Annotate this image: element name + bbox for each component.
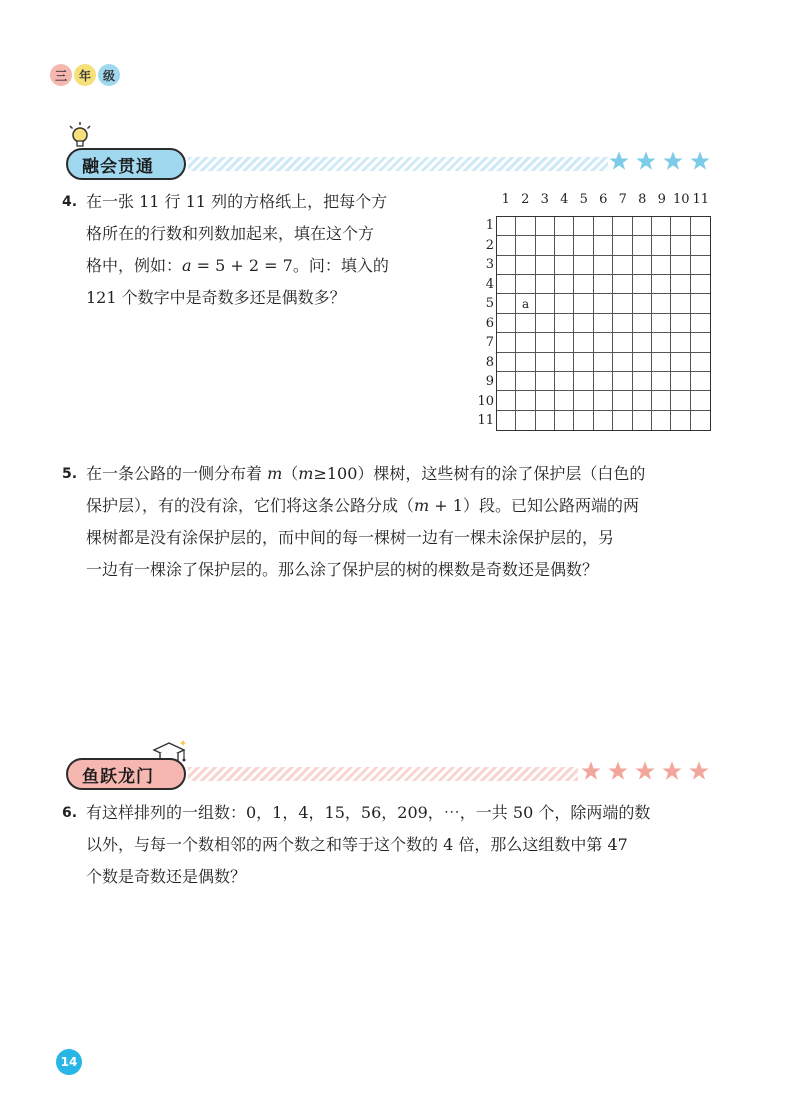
- section-header-2: [66, 758, 716, 792]
- grid-cell: [555, 391, 574, 410]
- grid-cell: [671, 236, 690, 255]
- problem-number: 5.: [62, 466, 78, 482]
- star-icon: [605, 758, 631, 784]
- grid-cell: [594, 411, 613, 430]
- grid-cell: [652, 217, 671, 236]
- star-icon: [578, 758, 604, 784]
- grid-cell: [536, 391, 555, 410]
- grid-cell: [555, 256, 574, 275]
- grid-cell: [613, 217, 632, 236]
- grid-cell: [652, 275, 671, 294]
- grid-cell: [574, 353, 593, 372]
- grid-cell: [613, 411, 632, 430]
- page-number: 14: [56, 1049, 82, 1075]
- grid-cell: [497, 391, 516, 410]
- grid-cell: [594, 372, 613, 391]
- grid-cell: [594, 236, 613, 255]
- problem-5: [62, 458, 646, 586]
- problem-text: 在一条公路的一侧分布着: [86, 464, 268, 483]
- grid-row-label: 5: [485, 296, 494, 311]
- problem-line: 121 个数字中是奇数多还是偶数多？: [86, 288, 346, 307]
- grid-cell: [594, 217, 613, 236]
- grid-cell: [574, 372, 593, 391]
- grid-cell: [536, 217, 555, 236]
- grid-cell: [633, 333, 652, 352]
- grid-cell: [671, 294, 690, 313]
- grid-column-label: 1: [501, 192, 510, 207]
- grid-cell: [555, 353, 574, 372]
- grid-cell: [574, 275, 593, 294]
- grid-cell: [555, 275, 574, 294]
- grid-cell: [497, 275, 516, 294]
- section-title-2: 鱼跃龙门: [66, 758, 186, 790]
- grid-cell: [594, 391, 613, 410]
- grid-cell: [536, 294, 555, 313]
- problem-line: [86, 458, 645, 490]
- grid-column-label: 10: [672, 192, 690, 207]
- grid-cell: [691, 236, 710, 255]
- grid-cell: [613, 236, 632, 255]
- grid-cell: [633, 391, 652, 410]
- grid-cells: [496, 216, 711, 431]
- grid-cell: [652, 294, 671, 313]
- grid-cell: [497, 353, 516, 372]
- difficulty-stars-1: [606, 148, 713, 174]
- grid-cell: [497, 294, 516, 313]
- problem-number: 6.: [62, 805, 78, 821]
- grid-cell: [594, 256, 613, 275]
- grid-cell: [652, 236, 671, 255]
- grid-cell: [555, 294, 574, 313]
- grid-cell: [691, 275, 710, 294]
- grid-row-label: 9: [485, 374, 494, 389]
- grid-cell: [536, 314, 555, 333]
- grid-cell: [516, 217, 535, 236]
- grid-cell: [633, 411, 652, 430]
- grid-cell: [613, 314, 632, 333]
- problem-text: （: [282, 464, 299, 483]
- grid-row-label: 7: [485, 335, 494, 350]
- grid-column-label: 9: [657, 192, 666, 207]
- grid-cell: [652, 353, 671, 372]
- problem-line: 在一张 11 行 11 列的方格纸上，把每个方: [86, 192, 388, 211]
- grid-cell: [516, 256, 535, 275]
- problem-text: + 1）段。已知公路两端的两: [429, 496, 639, 515]
- grid-cell: [516, 353, 535, 372]
- grid-cell: [594, 353, 613, 372]
- grid-cell: [555, 314, 574, 333]
- problem-text: 格中，例如：: [86, 256, 183, 275]
- problem-line: 一边有一棵涂了保护层的。那么涂了保护层的树的棵数是奇数还是偶数？: [86, 560, 599, 579]
- grid-cell: [652, 411, 671, 430]
- grid-row-labels: [476, 216, 496, 431]
- grid-cell: [574, 314, 593, 333]
- difficulty-stars-2: [578, 758, 712, 784]
- problem-line: [86, 490, 645, 522]
- grid-cell: [516, 333, 535, 352]
- grid-cell: [613, 294, 632, 313]
- grid-cell: [497, 333, 516, 352]
- grid-cell: [633, 275, 652, 294]
- grid-cell: [613, 275, 632, 294]
- grid-cell: [652, 314, 671, 333]
- star-icon: [686, 758, 712, 784]
- lightbulb-icon: [66, 121, 94, 149]
- problem-line: [86, 250, 389, 282]
- grid-cell: [652, 256, 671, 275]
- grid-cell: [691, 314, 710, 333]
- grid-cell: [633, 294, 652, 313]
- grid-cell: [574, 217, 593, 236]
- grid-cell: [536, 333, 555, 352]
- grid-cell: [633, 314, 652, 333]
- grid-cell: [613, 333, 632, 352]
- grid-cell: [691, 353, 710, 372]
- grid-cell: [691, 294, 710, 313]
- problem-text: 保护层），有的没有涂，它们将这条公路分成（: [86, 496, 415, 515]
- grid-cell: [652, 372, 671, 391]
- grid-cell: [671, 372, 690, 391]
- problem-line: 有这样排列的一组数：0，1，4，15，56，209，⋯，一共 50 个，除两端的数: [86, 803, 651, 822]
- grid-cell: [497, 217, 516, 236]
- grid-cell: [671, 411, 690, 430]
- variable-m: m: [414, 496, 430, 515]
- grid-cell: [555, 236, 574, 255]
- grid-row-label: 6: [485, 315, 494, 331]
- grid-cell: [574, 391, 593, 410]
- grid-row-label: 8: [485, 354, 494, 370]
- grid-cell: [555, 372, 574, 391]
- grid-cell: [691, 391, 710, 410]
- grid-column-label: 11: [692, 192, 710, 207]
- grid-cell: [671, 333, 690, 352]
- grid-cell: [555, 217, 574, 236]
- grid-column-label: 4: [560, 192, 569, 207]
- problem-4: [62, 186, 389, 314]
- grid-cell: [497, 256, 516, 275]
- grid-cell: [516, 372, 535, 391]
- grid-cell: [633, 372, 652, 391]
- grid-cell: [516, 391, 535, 410]
- grid-row-label: 1: [485, 218, 494, 233]
- section-header-1: [66, 148, 716, 182]
- grid-cell: [536, 275, 555, 294]
- grid-cell: [691, 411, 710, 430]
- problem-line: 以外，与每一个数相邻的两个数之和等于这个数的 4 倍，那么这组数中第 47: [86, 835, 628, 854]
- problem-line: 个数是奇数还是偶数？: [86, 867, 247, 886]
- grid-cell: [594, 275, 613, 294]
- grid-cell: [516, 275, 535, 294]
- grid-cell: [613, 391, 632, 410]
- grid-cell: [536, 372, 555, 391]
- grid-row-label: 4: [485, 276, 494, 292]
- grid-cell: [497, 314, 516, 333]
- grid-cell: [574, 333, 593, 352]
- section-stripe-1: [188, 157, 608, 171]
- grid-row-label: 10: [477, 393, 494, 409]
- grid-cell: [691, 372, 710, 391]
- grid-cell: [671, 256, 690, 275]
- grid-row-label: 11: [477, 413, 494, 428]
- grid-column-label: 3: [540, 192, 549, 207]
- grid-cell: [516, 314, 535, 333]
- problem-text: = 5 + 2 = 7。问：填入的: [191, 256, 389, 275]
- grid-cell: [594, 314, 613, 333]
- grid-cell: [691, 217, 710, 236]
- variable-m: m: [267, 464, 283, 483]
- grade-char-1: 三: [50, 64, 72, 86]
- grid-row-label: 2: [485, 237, 494, 253]
- grid-cell: [671, 314, 690, 333]
- grid-cell: [574, 256, 593, 275]
- grid-column-label: 6: [599, 192, 608, 207]
- grid-cell: [671, 391, 690, 410]
- grid-cell: [574, 294, 593, 313]
- grid-cell: [555, 411, 574, 430]
- grade-char-3: 级: [98, 64, 120, 86]
- grid-cell: [613, 372, 632, 391]
- grade-char-2: 年: [74, 64, 96, 86]
- grid-column-label: 8: [638, 192, 647, 207]
- section-title-1: 融会贯通: [66, 148, 186, 180]
- grid-cell: [516, 236, 535, 255]
- grid-cell: [555, 333, 574, 352]
- grid-cell: [671, 353, 690, 372]
- grid-cell: [671, 275, 690, 294]
- problem-line: 格所在的行数和列数加起来，填在这个方: [86, 224, 375, 243]
- problem-number: 4.: [62, 194, 78, 210]
- star-icon: [606, 148, 632, 174]
- star-icon: [632, 758, 658, 784]
- grid-cell: a: [516, 294, 535, 313]
- grid-cell: [536, 353, 555, 372]
- grid-cell: [536, 256, 555, 275]
- grid-cell: [613, 256, 632, 275]
- grid-cell: [594, 294, 613, 313]
- grid-cell: [613, 353, 632, 372]
- star-icon: [687, 148, 713, 174]
- grid-cell: [652, 333, 671, 352]
- variable-m: m: [298, 464, 314, 483]
- section-stripe-2: [188, 767, 578, 781]
- grid-cell: [497, 372, 516, 391]
- grade-badge: [50, 64, 120, 86]
- grid-cell: [691, 256, 710, 275]
- grid-cell: [536, 236, 555, 255]
- grid-cell: [516, 411, 535, 430]
- grid-cell: [633, 256, 652, 275]
- star-icon: [633, 148, 659, 174]
- grid-cell: [633, 217, 652, 236]
- grid-cell: [574, 411, 593, 430]
- problem-line: 棵树都是没有涂保护层的，而中间的每一棵树一边有一棵未涂保护层的，另: [86, 528, 615, 547]
- grid-cell: [633, 353, 652, 372]
- grid-cell: [594, 333, 613, 352]
- problem-text: ≥100）棵树，这些树有的涂了保护层（白色的: [313, 464, 646, 483]
- grid-column-label: 5: [579, 192, 588, 207]
- problem-6: [62, 797, 651, 893]
- grid-row-label: 3: [485, 257, 494, 272]
- grid-cell: [497, 236, 516, 255]
- grid-cell: [671, 217, 690, 236]
- grid-cell: [536, 411, 555, 430]
- star-icon: [659, 758, 685, 784]
- grid-cell: [691, 333, 710, 352]
- star-icon: [660, 148, 686, 174]
- variable-a: a: [182, 256, 192, 275]
- grid-column-labels: [496, 192, 711, 207]
- grid-cell: [497, 411, 516, 430]
- grid-cell: [633, 236, 652, 255]
- grid-column-label: 7: [618, 192, 627, 207]
- grid-cell: [652, 391, 671, 410]
- grid-column-label: 2: [521, 192, 530, 207]
- grid-cell: [574, 236, 593, 255]
